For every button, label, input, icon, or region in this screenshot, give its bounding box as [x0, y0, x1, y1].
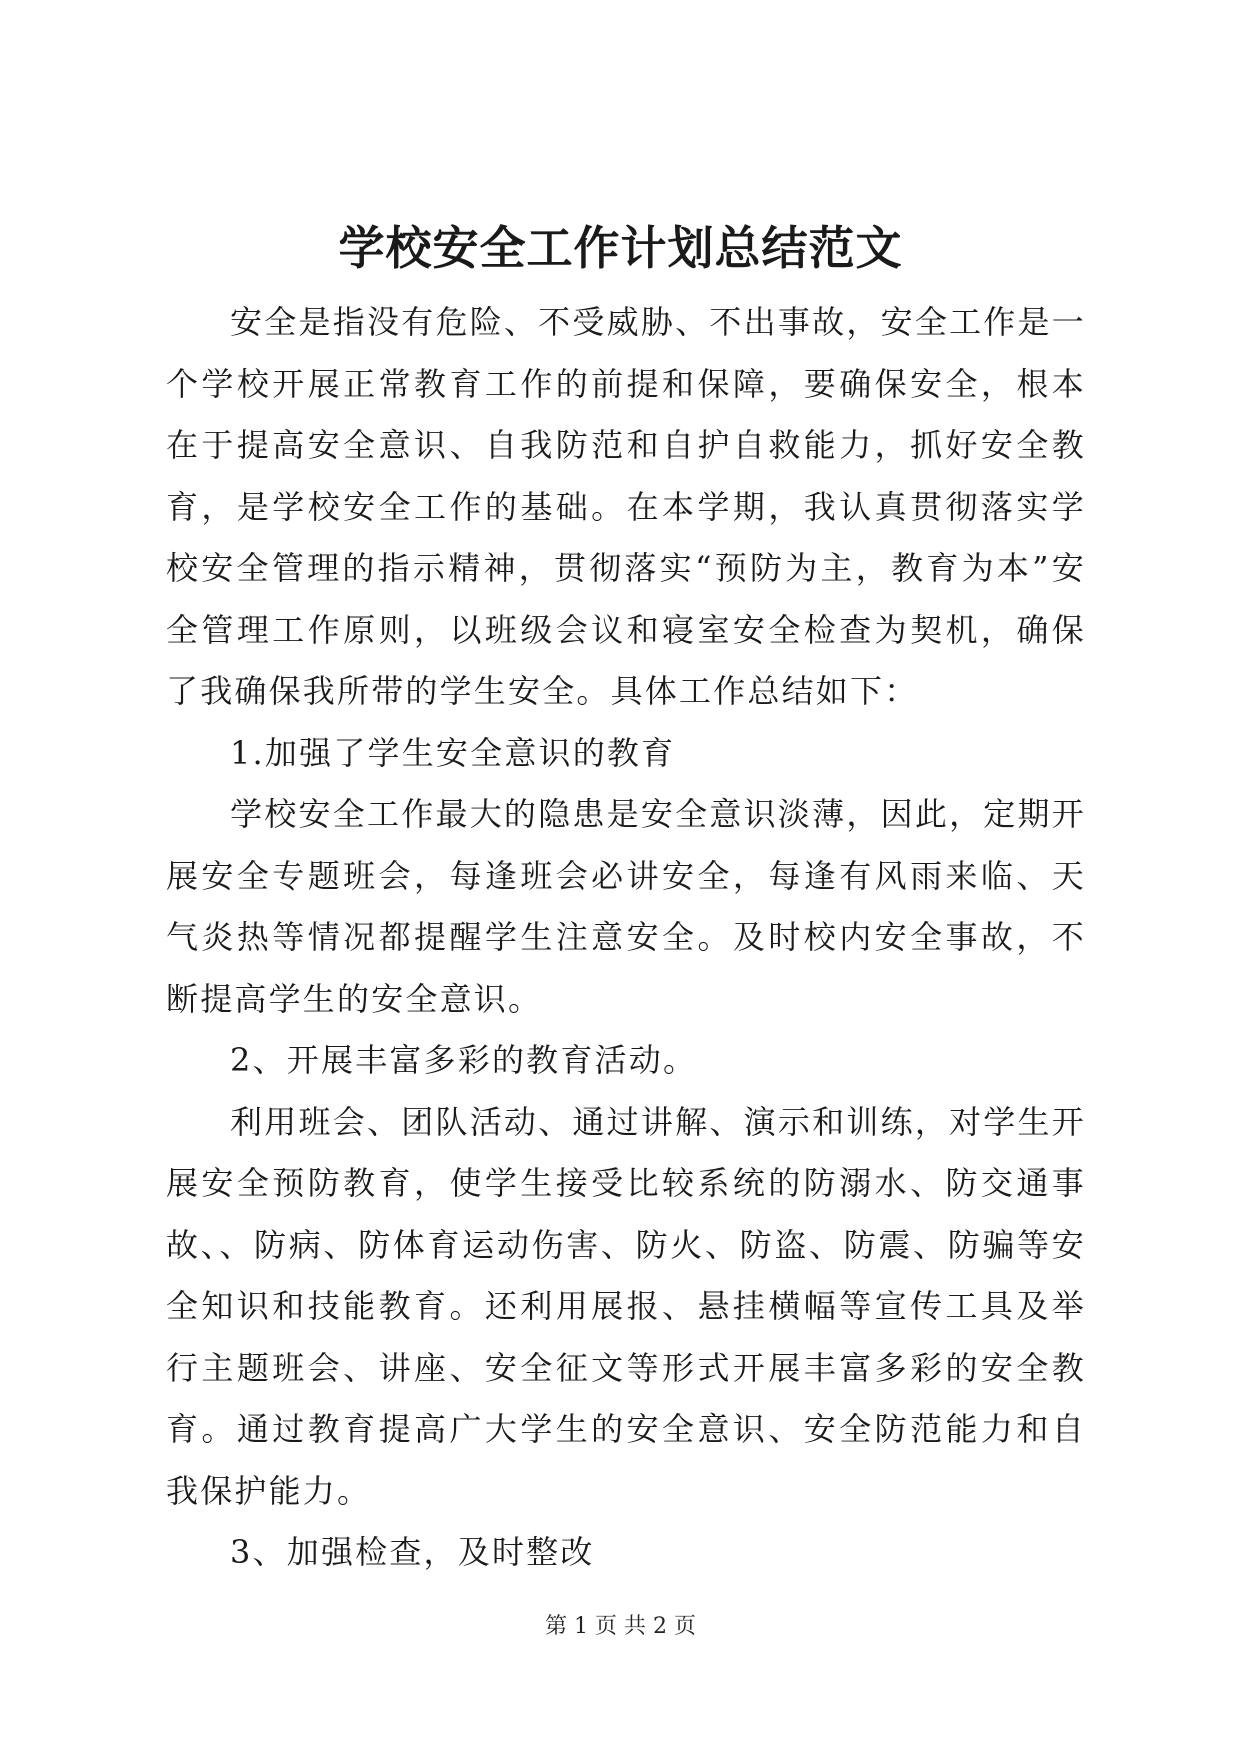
paragraph-section-1: 学校安全工作最大的隐患是安全意识淡薄，因此，定期开展安全专题班会，每逢班会必讲安全，每逢有风雨来临、天气炎热等情况都提醒学生注意安全。及时校内安全事故，不断提高学生的安全意识。: [166, 795, 1086, 1018]
section-heading-2: 2、开展丰富多彩的教育活动。: [230, 1041, 698, 1079]
paragraph-section-2: 利用班会、团队活动、通过讲解、演示和训练，对学生开展安全预防教育，使学生接受比较系统的防溺水、防交通事故、、防病、防体育运动伤害、防火、防盗、防震、防骗等安全知识和技能教育。还利用展报、悬挂横幅等宣传工具及举行主题班会、讲座、安全征文等形式开展丰富多彩的安全教育。通过教育提高广大学生的安全意识、安全防范能力和自我保护能力。: [166, 1102, 1086, 1510]
page-number-footer: 第 1 页 共 2 页: [545, 1614, 696, 1639]
document-body: [166, 292, 1086, 1584]
section-heading-3: 3、加强检查，及时整改: [230, 1533, 595, 1571]
section-heading-1: 1.加强了学生安全意识的教育: [230, 733, 676, 772]
document-title: 学校安全工作计划总结范文: [338, 221, 903, 275]
paragraph-intro: 安全是指没有危险、不受威胁、不出事故，安全工作是一个学校开展正常教育工作的前提和保障，要确保安全，根本在于提高安全意识、自我防范和自护自救能力，抓好安全教育，是学校安全工作的基础。在本学期，我认真贯彻落实学校安全管理的指示精神，贯彻落实“预防为主，教育为本”安全管理工作原则，以班级会议和寝室安全检查为契机，确保了我确保我所带的学生安全。具体工作总结如下：: [166, 303, 1086, 710]
